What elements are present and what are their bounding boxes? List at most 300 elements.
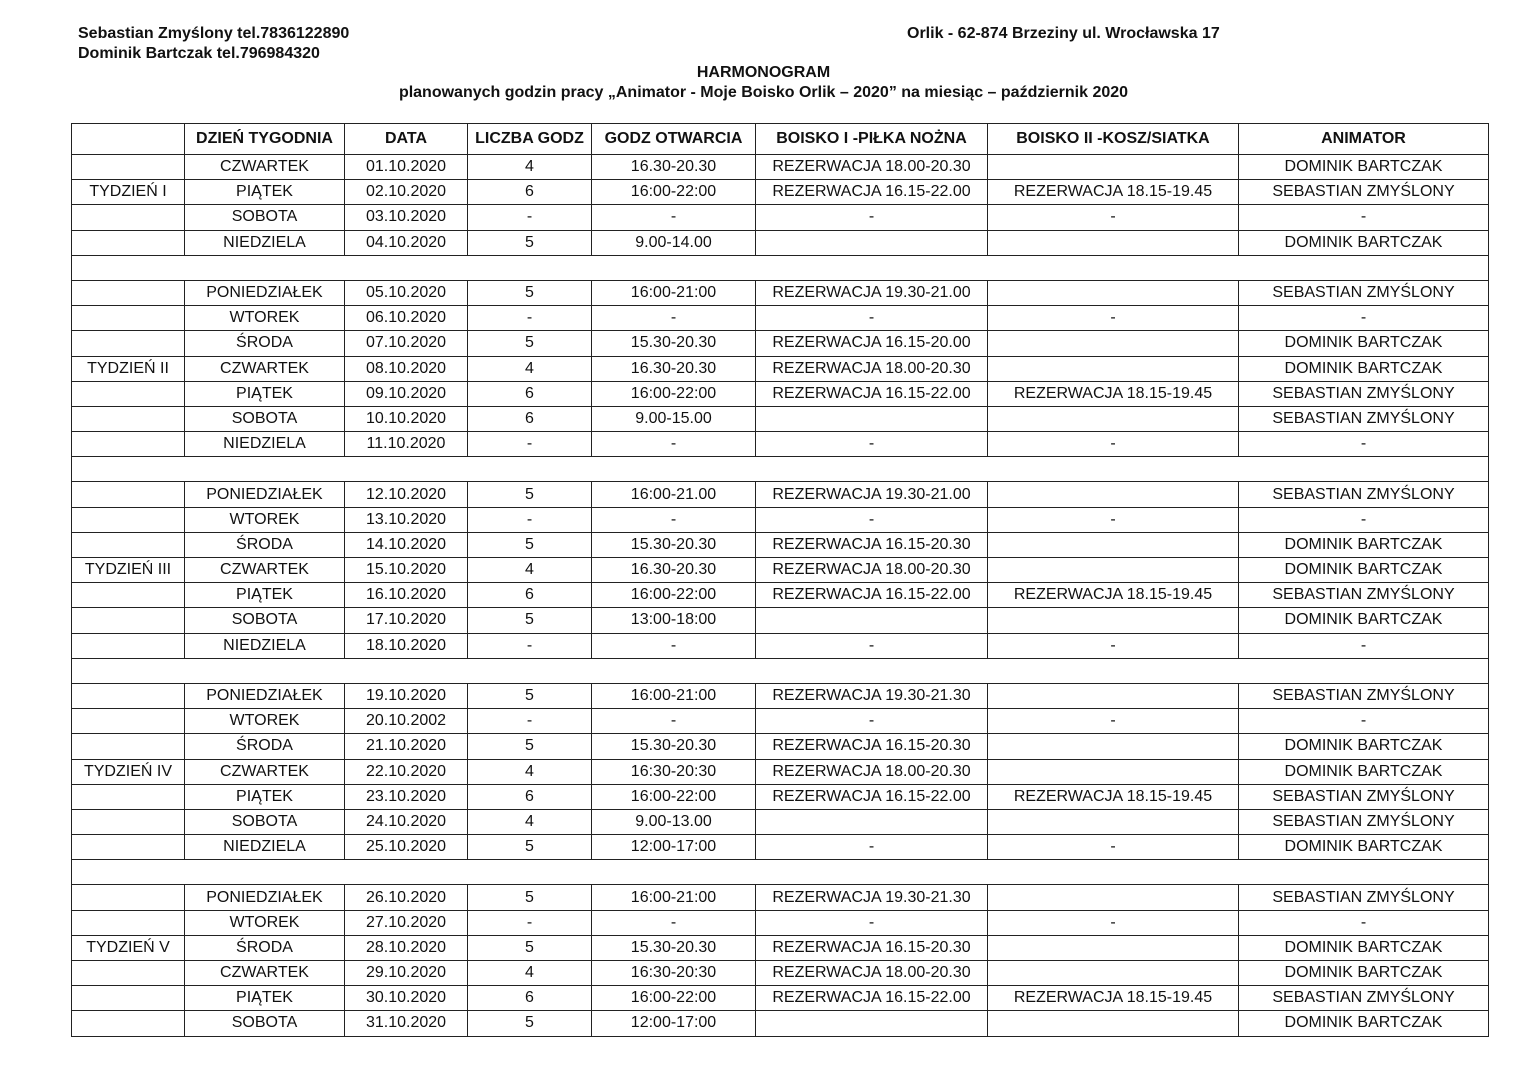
table-row bbox=[72, 230, 1489, 255]
field2-cell: REZERWACJA 18.15-19.45 bbox=[988, 381, 1239, 406]
table-row bbox=[72, 356, 1489, 381]
week-separator-row bbox=[72, 457, 1489, 482]
table-row bbox=[72, 910, 1489, 935]
date-cell: 09.10.2020 bbox=[345, 381, 468, 406]
hours-cell: 6 bbox=[468, 406, 592, 431]
field1-cell: - bbox=[756, 910, 988, 935]
date-cell: 14.10.2020 bbox=[345, 532, 468, 557]
field2-cell bbox=[988, 482, 1239, 507]
week-cell bbox=[72, 885, 185, 910]
animator-cell: - bbox=[1239, 507, 1489, 532]
table-row bbox=[72, 734, 1489, 759]
field1-cell: - bbox=[756, 709, 988, 734]
date-cell: 05.10.2020 bbox=[345, 280, 468, 305]
day-cell: NIEDZIELA bbox=[185, 432, 345, 457]
week-cell bbox=[72, 205, 185, 230]
date-cell: 13.10.2020 bbox=[345, 507, 468, 532]
day-cell: SOBOTA bbox=[185, 205, 345, 230]
animator-cell: SEBASTIAN ZMYŚLONY bbox=[1239, 180, 1489, 205]
animator-cell: DOMINIK BARTCZAK bbox=[1239, 331, 1489, 356]
field2-cell bbox=[988, 734, 1239, 759]
field2-cell bbox=[988, 356, 1239, 381]
animator-cell: SEBASTIAN ZMYŚLONY bbox=[1239, 482, 1489, 507]
week-cell bbox=[72, 1011, 185, 1036]
opening-cell: 16:00-22:00 bbox=[592, 784, 756, 809]
field2-cell: - bbox=[988, 306, 1239, 331]
opening-cell: 16:00-22:00 bbox=[592, 381, 756, 406]
week-cell: TYDZIEŃ II bbox=[72, 356, 185, 381]
field2-cell: REZERWACJA 18.15-19.45 bbox=[988, 583, 1239, 608]
animator-cell: SEBASTIAN ZMYŚLONY bbox=[1239, 381, 1489, 406]
separator-cell bbox=[72, 658, 1489, 683]
field2-cell bbox=[988, 406, 1239, 431]
date-cell: 18.10.2020 bbox=[345, 633, 468, 658]
week-cell bbox=[72, 809, 185, 834]
field2-cell: - bbox=[988, 709, 1239, 734]
col-header-week bbox=[72, 124, 185, 155]
animator-cell: - bbox=[1239, 306, 1489, 331]
opening-cell: - bbox=[592, 910, 756, 935]
opening-cell: 16:30-20:30 bbox=[592, 759, 756, 784]
table-row bbox=[72, 280, 1489, 305]
table-row bbox=[72, 935, 1489, 960]
table-row bbox=[72, 482, 1489, 507]
day-cell: SOBOTA bbox=[185, 406, 345, 431]
day-cell: WTOREK bbox=[185, 507, 345, 532]
field1-cell: REZERWACJA 16.15-20.30 bbox=[756, 734, 988, 759]
week-cell bbox=[72, 230, 185, 255]
table-row bbox=[72, 331, 1489, 356]
date-cell: 10.10.2020 bbox=[345, 406, 468, 431]
week-cell bbox=[72, 532, 185, 557]
date-cell: 25.10.2020 bbox=[345, 835, 468, 860]
date-cell: 17.10.2020 bbox=[345, 608, 468, 633]
hours-cell: 5 bbox=[468, 935, 592, 960]
day-cell: PONIEDZIAŁEK bbox=[185, 482, 345, 507]
week-cell bbox=[72, 835, 185, 860]
animator-cell: SEBASTIAN ZMYŚLONY bbox=[1239, 583, 1489, 608]
date-cell: 20.10.2002 bbox=[345, 709, 468, 734]
hours-cell: 6 bbox=[468, 784, 592, 809]
field2-cell bbox=[988, 608, 1239, 633]
hours-cell: 5 bbox=[468, 885, 592, 910]
separator-cell bbox=[72, 457, 1489, 482]
day-cell: CZWARTEK bbox=[185, 558, 345, 583]
animator-cell: - bbox=[1239, 205, 1489, 230]
hours-cell: 4 bbox=[468, 356, 592, 381]
animator-cell: SEBASTIAN ZMYŚLONY bbox=[1239, 885, 1489, 910]
field1-cell: REZERWACJA 16.15-20.30 bbox=[756, 532, 988, 557]
hours-cell: - bbox=[468, 910, 592, 935]
field2-cell: - bbox=[988, 507, 1239, 532]
field2-cell bbox=[988, 683, 1239, 708]
table-row bbox=[72, 406, 1489, 431]
hours-cell: - bbox=[468, 432, 592, 457]
field1-cell: REZERWACJA 16.15-22.00 bbox=[756, 180, 988, 205]
week-separator-row bbox=[72, 255, 1489, 280]
week-cell bbox=[72, 986, 185, 1011]
field2-cell bbox=[988, 961, 1239, 986]
field1-cell: - bbox=[756, 507, 988, 532]
opening-cell: 16:00-21:00 bbox=[592, 280, 756, 305]
table-row bbox=[72, 180, 1489, 205]
week-separator-row bbox=[72, 658, 1489, 683]
day-cell: PIĄTEK bbox=[185, 583, 345, 608]
date-cell: 11.10.2020 bbox=[345, 432, 468, 457]
opening-cell: 16.30-20.30 bbox=[592, 558, 756, 583]
hours-cell: 4 bbox=[468, 809, 592, 834]
opening-cell: 16:00-22:00 bbox=[592, 180, 756, 205]
document-subtitle: planowanych godzin pracy „Animator - Moje Boisko Orlik – 2020” na miesiąc – październik 2020 bbox=[398, 84, 1129, 101]
opening-cell: 16:30-20:30 bbox=[592, 961, 756, 986]
schedule-table bbox=[71, 123, 1489, 1037]
opening-cell: 15.30-20.30 bbox=[592, 734, 756, 759]
field1-cell: REZERWACJA 18.00-20.30 bbox=[756, 558, 988, 583]
week-cell bbox=[72, 683, 185, 708]
hours-cell: 5 bbox=[468, 608, 592, 633]
animator-cell: DOMINIK BARTCZAK bbox=[1239, 759, 1489, 784]
field1-cell: - bbox=[756, 633, 988, 658]
table-row bbox=[72, 683, 1489, 708]
animator-cell: DOMINIK BARTCZAK bbox=[1239, 155, 1489, 180]
date-cell: 30.10.2020 bbox=[345, 986, 468, 1011]
hours-cell: 5 bbox=[468, 1011, 592, 1036]
field1-cell: REZERWACJA 16.15-22.00 bbox=[756, 986, 988, 1011]
contact-sebastian: Sebastian Zmyślony tel.7836122890 bbox=[78, 25, 350, 42]
animator-cell: - bbox=[1239, 633, 1489, 658]
week-cell: TYDZIEŃ III bbox=[72, 558, 185, 583]
field1-cell: REZERWACJA 16.15-22.00 bbox=[756, 381, 988, 406]
week-cell bbox=[72, 583, 185, 608]
animator-cell: DOMINIK BARTCZAK bbox=[1239, 558, 1489, 583]
day-cell: ŚRODA bbox=[185, 331, 345, 356]
day-cell: PONIEDZIAŁEK bbox=[185, 683, 345, 708]
opening-cell: 9.00-15.00 bbox=[592, 406, 756, 431]
week-cell bbox=[72, 482, 185, 507]
day-cell: PIĄTEK bbox=[185, 784, 345, 809]
week-cell: TYDZIEŃ I bbox=[72, 180, 185, 205]
day-cell: SOBOTA bbox=[185, 1011, 345, 1036]
contact-dominik: Dominik Bartczak tel.796984320 bbox=[78, 45, 320, 62]
field1-cell: - bbox=[756, 306, 988, 331]
col-header-opening: GODZ OTWARCIA bbox=[592, 124, 756, 155]
day-cell: WTOREK bbox=[185, 709, 345, 734]
date-cell: 15.10.2020 bbox=[345, 558, 468, 583]
date-cell: 21.10.2020 bbox=[345, 734, 468, 759]
opening-cell: 16.30-20.30 bbox=[592, 155, 756, 180]
field2-cell bbox=[988, 759, 1239, 784]
animator-cell: SEBASTIAN ZMYŚLONY bbox=[1239, 784, 1489, 809]
table-row bbox=[72, 532, 1489, 557]
field1-cell: - bbox=[756, 432, 988, 457]
animator-cell: SEBASTIAN ZMYŚLONY bbox=[1239, 406, 1489, 431]
hours-cell: 5 bbox=[468, 230, 592, 255]
animator-cell: DOMINIK BARTCZAK bbox=[1239, 961, 1489, 986]
opening-cell: 12:00-17:00 bbox=[592, 1011, 756, 1036]
table-row bbox=[72, 432, 1489, 457]
date-cell: 31.10.2020 bbox=[345, 1011, 468, 1036]
week-cell bbox=[72, 155, 185, 180]
date-cell: 23.10.2020 bbox=[345, 784, 468, 809]
animator-cell: DOMINIK BARTCZAK bbox=[1239, 1011, 1489, 1036]
date-cell: 08.10.2020 bbox=[345, 356, 468, 381]
field1-cell: - bbox=[756, 835, 988, 860]
field2-cell: - bbox=[988, 633, 1239, 658]
hours-cell: 4 bbox=[468, 961, 592, 986]
animator-cell: DOMINIK BARTCZAK bbox=[1239, 356, 1489, 381]
opening-cell: 16:00-21:00 bbox=[592, 683, 756, 708]
animator-cell: SEBASTIAN ZMYŚLONY bbox=[1239, 280, 1489, 305]
document-title: HARMONOGRAM bbox=[696, 64, 831, 81]
hours-cell: - bbox=[468, 507, 592, 532]
hours-cell: 6 bbox=[468, 381, 592, 406]
field2-cell bbox=[988, 280, 1239, 305]
week-cell bbox=[72, 280, 185, 305]
table-row bbox=[72, 306, 1489, 331]
field1-cell: - bbox=[756, 205, 988, 230]
hours-cell: 6 bbox=[468, 583, 592, 608]
opening-cell: 16:00-22:00 bbox=[592, 583, 756, 608]
hours-cell: - bbox=[468, 205, 592, 230]
hours-cell: 5 bbox=[468, 734, 592, 759]
opening-cell: 15.30-20.30 bbox=[592, 331, 756, 356]
hours-cell: 4 bbox=[468, 155, 592, 180]
day-cell: WTOREK bbox=[185, 910, 345, 935]
field2-cell bbox=[988, 885, 1239, 910]
week-cell bbox=[72, 406, 185, 431]
col-header-day: DZIEŃ TYGODNIA bbox=[185, 124, 345, 155]
day-cell: PONIEDZIAŁEK bbox=[185, 885, 345, 910]
field2-cell: REZERWACJA 18.15-19.45 bbox=[988, 986, 1239, 1011]
opening-cell: - bbox=[592, 205, 756, 230]
opening-cell: 12:00-17:00 bbox=[592, 835, 756, 860]
table-row bbox=[72, 633, 1489, 658]
hours-cell: 5 bbox=[468, 835, 592, 860]
table-row bbox=[72, 809, 1489, 834]
date-cell: 19.10.2020 bbox=[345, 683, 468, 708]
week-cell bbox=[72, 381, 185, 406]
day-cell: CZWARTEK bbox=[185, 356, 345, 381]
week-cell bbox=[72, 961, 185, 986]
animator-cell: - bbox=[1239, 432, 1489, 457]
opening-cell: 15.30-20.30 bbox=[592, 532, 756, 557]
field2-cell: REZERWACJA 18.15-19.45 bbox=[988, 180, 1239, 205]
week-cell bbox=[72, 432, 185, 457]
field1-cell bbox=[756, 809, 988, 834]
animator-cell: - bbox=[1239, 709, 1489, 734]
date-cell: 02.10.2020 bbox=[345, 180, 468, 205]
table-row bbox=[72, 709, 1489, 734]
day-cell: ŚRODA bbox=[185, 532, 345, 557]
hours-cell: 6 bbox=[468, 180, 592, 205]
day-cell: CZWARTEK bbox=[185, 961, 345, 986]
field1-cell: REZERWACJA 16.15-22.00 bbox=[756, 784, 988, 809]
animator-cell: SEBASTIAN ZMYŚLONY bbox=[1239, 683, 1489, 708]
table-row bbox=[72, 885, 1489, 910]
date-cell: 16.10.2020 bbox=[345, 583, 468, 608]
week-cell bbox=[72, 608, 185, 633]
field2-cell bbox=[988, 558, 1239, 583]
day-cell: ŚRODA bbox=[185, 935, 345, 960]
opening-cell: - bbox=[592, 306, 756, 331]
day-cell: CZWARTEK bbox=[185, 759, 345, 784]
date-cell: 01.10.2020 bbox=[345, 155, 468, 180]
field1-cell: REZERWACJA 18.00-20.30 bbox=[756, 759, 988, 784]
date-cell: 24.10.2020 bbox=[345, 809, 468, 834]
opening-cell: 15.30-20.30 bbox=[592, 935, 756, 960]
hours-cell: 4 bbox=[468, 759, 592, 784]
date-cell: 12.10.2020 bbox=[345, 482, 468, 507]
table-row bbox=[72, 205, 1489, 230]
col-header-field1: BOISKO I -PIŁKA NOŻNA bbox=[756, 124, 988, 155]
field2-cell bbox=[988, 155, 1239, 180]
opening-cell: - bbox=[592, 507, 756, 532]
day-cell: NIEDZIELA bbox=[185, 230, 345, 255]
week-cell bbox=[72, 306, 185, 331]
animator-cell: DOMINIK BARTCZAK bbox=[1239, 608, 1489, 633]
week-cell bbox=[72, 784, 185, 809]
table-row bbox=[72, 608, 1489, 633]
table-row bbox=[72, 583, 1489, 608]
opening-cell: - bbox=[592, 633, 756, 658]
field1-cell: REZERWACJA 19.30-21.30 bbox=[756, 683, 988, 708]
day-cell: SOBOTA bbox=[185, 608, 345, 633]
hours-cell: 5 bbox=[468, 482, 592, 507]
week-cell bbox=[72, 910, 185, 935]
field1-cell: REZERWACJA 18.00-20.30 bbox=[756, 961, 988, 986]
field1-cell bbox=[756, 1011, 988, 1036]
table-row bbox=[72, 835, 1489, 860]
field2-cell: REZERWACJA 18.15-19.45 bbox=[988, 784, 1239, 809]
field1-cell bbox=[756, 230, 988, 255]
field2-cell: - bbox=[988, 205, 1239, 230]
field1-cell bbox=[756, 406, 988, 431]
field2-cell bbox=[988, 230, 1239, 255]
opening-cell: 16:00-21.00 bbox=[592, 482, 756, 507]
field2-cell bbox=[988, 331, 1239, 356]
animator-cell: - bbox=[1239, 910, 1489, 935]
facility-address: Orlik - 62-874 Brzeziny ul. Wrocławska 17 bbox=[907, 25, 1220, 42]
hours-cell: 5 bbox=[468, 532, 592, 557]
hours-cell: 6 bbox=[468, 986, 592, 1011]
table-row bbox=[72, 759, 1489, 784]
field2-cell bbox=[988, 532, 1239, 557]
date-cell: 26.10.2020 bbox=[345, 885, 468, 910]
field1-cell: REZERWACJA 16.15-20.30 bbox=[756, 935, 988, 960]
day-cell: PIĄTEK bbox=[185, 381, 345, 406]
date-cell: 04.10.2020 bbox=[345, 230, 468, 255]
opening-cell: 16:00-21:00 bbox=[592, 885, 756, 910]
opening-cell: 16:00-22:00 bbox=[592, 986, 756, 1011]
opening-cell: 13:00-18:00 bbox=[592, 608, 756, 633]
date-cell: 28.10.2020 bbox=[345, 935, 468, 960]
day-cell: NIEDZIELA bbox=[185, 633, 345, 658]
week-cell bbox=[72, 709, 185, 734]
week-cell bbox=[72, 633, 185, 658]
day-cell: PIĄTEK bbox=[185, 180, 345, 205]
date-cell: 27.10.2020 bbox=[345, 910, 468, 935]
field2-cell: - bbox=[988, 835, 1239, 860]
animator-cell: SEBASTIAN ZMYŚLONY bbox=[1239, 986, 1489, 1011]
opening-cell: 9.00-14.00 bbox=[592, 230, 756, 255]
field2-cell: - bbox=[988, 910, 1239, 935]
week-separator-row bbox=[72, 860, 1489, 885]
animator-cell: DOMINIK BARTCZAK bbox=[1239, 935, 1489, 960]
day-cell: WTOREK bbox=[185, 306, 345, 331]
table-row bbox=[72, 1011, 1489, 1036]
col-header-hours: LICZBA GODZ bbox=[468, 124, 592, 155]
field1-cell: REZERWACJA 19.30-21.30 bbox=[756, 885, 988, 910]
date-cell: 06.10.2020 bbox=[345, 306, 468, 331]
day-cell: ŚRODA bbox=[185, 734, 345, 759]
field2-cell: - bbox=[988, 432, 1239, 457]
day-cell: NIEDZIELA bbox=[185, 835, 345, 860]
day-cell: SOBOTA bbox=[185, 809, 345, 834]
col-header-animator: ANIMATOR bbox=[1239, 124, 1489, 155]
table-row bbox=[72, 558, 1489, 583]
opening-cell: 9.00-13.00 bbox=[592, 809, 756, 834]
field1-cell: REZERWACJA 19.30-21.00 bbox=[756, 482, 988, 507]
date-cell: 22.10.2020 bbox=[345, 759, 468, 784]
animator-cell: DOMINIK BARTCZAK bbox=[1239, 835, 1489, 860]
week-cell: TYDZIEŃ V bbox=[72, 935, 185, 960]
hours-cell: 5 bbox=[468, 280, 592, 305]
table-row bbox=[72, 381, 1489, 406]
field1-cell: REZERWACJA 18.00-20.30 bbox=[756, 155, 988, 180]
week-cell bbox=[72, 331, 185, 356]
opening-cell: - bbox=[592, 432, 756, 457]
table-row bbox=[72, 986, 1489, 1011]
col-header-date: DATA bbox=[345, 124, 468, 155]
table-row bbox=[72, 507, 1489, 532]
field2-cell bbox=[988, 935, 1239, 960]
table-header-row bbox=[72, 124, 1489, 155]
animator-cell: DOMINIK BARTCZAK bbox=[1239, 230, 1489, 255]
separator-cell bbox=[72, 860, 1489, 885]
day-cell: PONIEDZIAŁEK bbox=[185, 280, 345, 305]
hours-cell: - bbox=[468, 633, 592, 658]
opening-cell: 16.30-20.30 bbox=[592, 356, 756, 381]
hours-cell: 5 bbox=[468, 331, 592, 356]
col-header-field2: BOISKO II -KOSZ/SIATKA bbox=[988, 124, 1239, 155]
day-cell: PIĄTEK bbox=[185, 986, 345, 1011]
week-cell bbox=[72, 734, 185, 759]
animator-cell: DOMINIK BARTCZAK bbox=[1239, 734, 1489, 759]
week-cell bbox=[72, 507, 185, 532]
hours-cell: 5 bbox=[468, 683, 592, 708]
hours-cell: - bbox=[468, 709, 592, 734]
field2-cell bbox=[988, 1011, 1239, 1036]
date-cell: 07.10.2020 bbox=[345, 331, 468, 356]
separator-cell bbox=[72, 255, 1489, 280]
date-cell: 29.10.2020 bbox=[345, 961, 468, 986]
field1-cell: REZERWACJA 16.15-20.00 bbox=[756, 331, 988, 356]
date-cell: 03.10.2020 bbox=[345, 205, 468, 230]
table-row bbox=[72, 155, 1489, 180]
field2-cell bbox=[988, 809, 1239, 834]
animator-cell: SEBASTIAN ZMYŚLONY bbox=[1239, 809, 1489, 834]
field1-cell: REZERWACJA 16.15-22.00 bbox=[756, 583, 988, 608]
opening-cell: - bbox=[592, 709, 756, 734]
hours-cell: 4 bbox=[468, 558, 592, 583]
field1-cell: REZERWACJA 18.00-20.30 bbox=[756, 356, 988, 381]
hours-cell: - bbox=[468, 306, 592, 331]
table-row bbox=[72, 784, 1489, 809]
day-cell: CZWARTEK bbox=[185, 155, 345, 180]
field1-cell: REZERWACJA 19.30-21.00 bbox=[756, 280, 988, 305]
table-row bbox=[72, 961, 1489, 986]
animator-cell: DOMINIK BARTCZAK bbox=[1239, 532, 1489, 557]
